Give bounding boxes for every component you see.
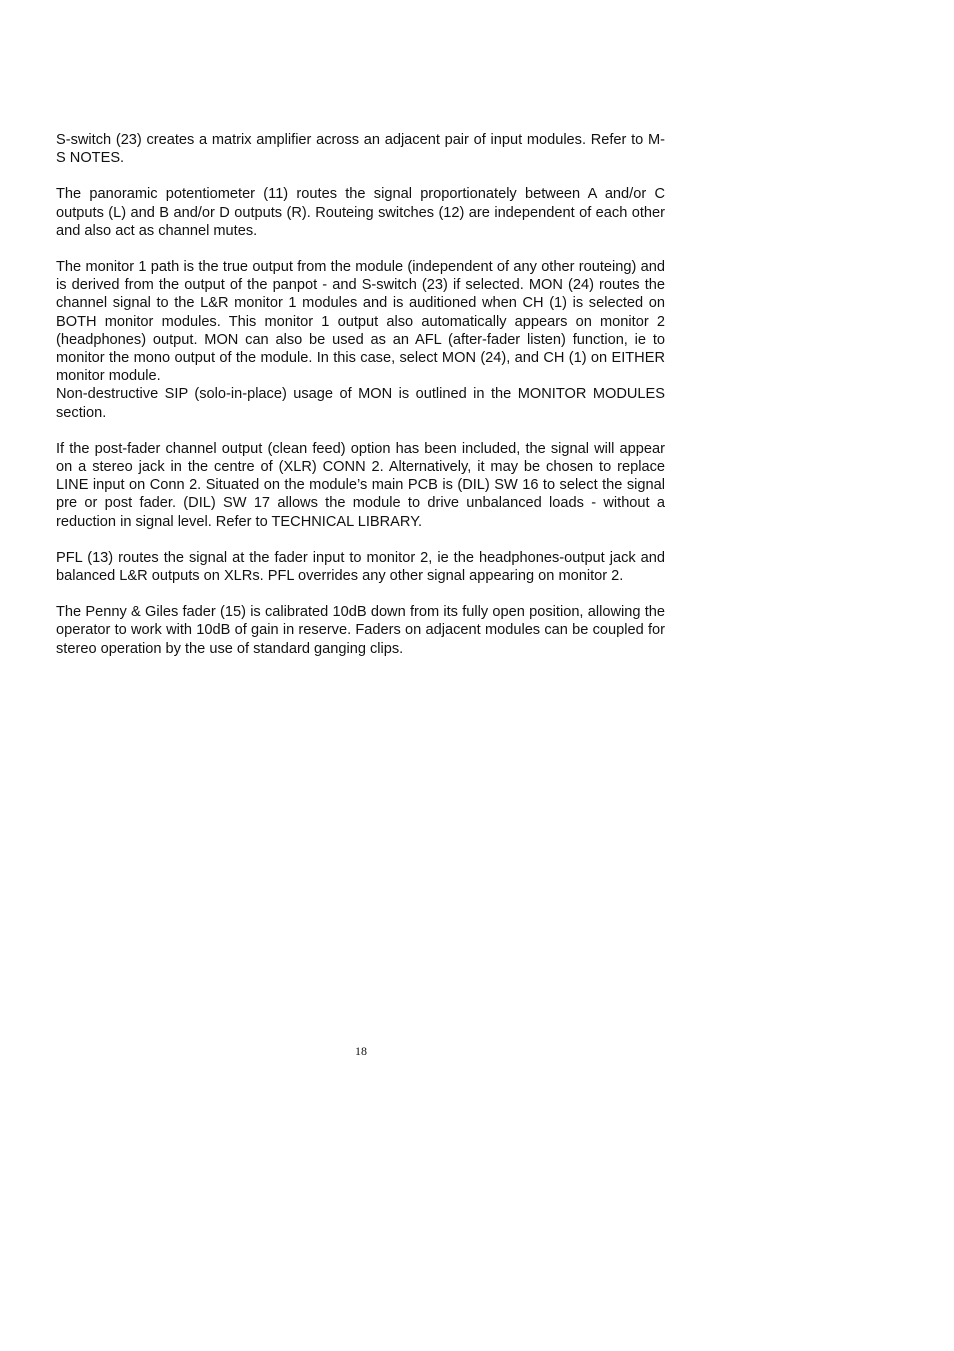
document-body xyxy=(56,131,665,676)
page-number: 18 xyxy=(355,1044,367,1058)
paragraph-pfl: PFL (13) routes the signal at the fader input to monitor 2, ie the headphones-output jack and balanced L&R outputs on XLRs. PFL overrides any other signal appearing on monitor 2. xyxy=(56,549,665,585)
paragraph-panoramic-potentiometer: The panoramic potentiometer (11) routes the signal proportionately between A and/or C outputs (L) and B and/or D outputs (R). Routeing switches (12) are independent of each other and also act as channel mutes. xyxy=(56,186,665,239)
paragraph-penny-giles-fader: The Penny & Giles fader (15) is calibrated 10dB down from its fully open position, allowing the operator to work with 10dB of gain in reserve. Faders on adjacent modules can be coupled for stereo operation by the use of standard ganging clips. xyxy=(56,604,665,657)
paragraph-solo-in-place: Non-destructive SIP (solo-in-place) usage of MON is outlined in the MONITOR MODULES section. xyxy=(56,386,665,421)
paragraph-monitor-1-path: The monitor 1 path is the true output from the module (independent of any other routeing) and is derived from the output of the panpot - and S-switch (23) if selected. MON (24) routes the channel signal to the L&R monitor 1 modules and is auditioned when CH (1) is selected on BOTH monitor modules. This monitor 1 output also automatically appears on monitor 2 (headphones) output. MON can also be used as an AFL (after-fader listen) function, ie to monitor the mono output of the module. In this case, select MON (24), and CH (1) on EITHER monitor module. xyxy=(56,259,665,385)
paragraph-s-switch: S-switch (23) creates a matrix amplifier across an adjacent pair of input modules. Refer to M-S NOTES. xyxy=(56,132,665,167)
paragraph-post-fader-output: If the post-fader channel output (clean feed) option has been included, the signal will appear on a stereo jack in the centre of (XLR) CONN 2. Alternatively, it may be chosen to replace LINE input on Conn 2. Situated on the module’s main PCB is (DIL) SW 16 to select the signal pre or post fader. (DIL) SW 17 allows the module to drive unbalanced loads - without a reduction in signal level. Refer to TECHNICAL LIBRARY. xyxy=(56,440,665,530)
